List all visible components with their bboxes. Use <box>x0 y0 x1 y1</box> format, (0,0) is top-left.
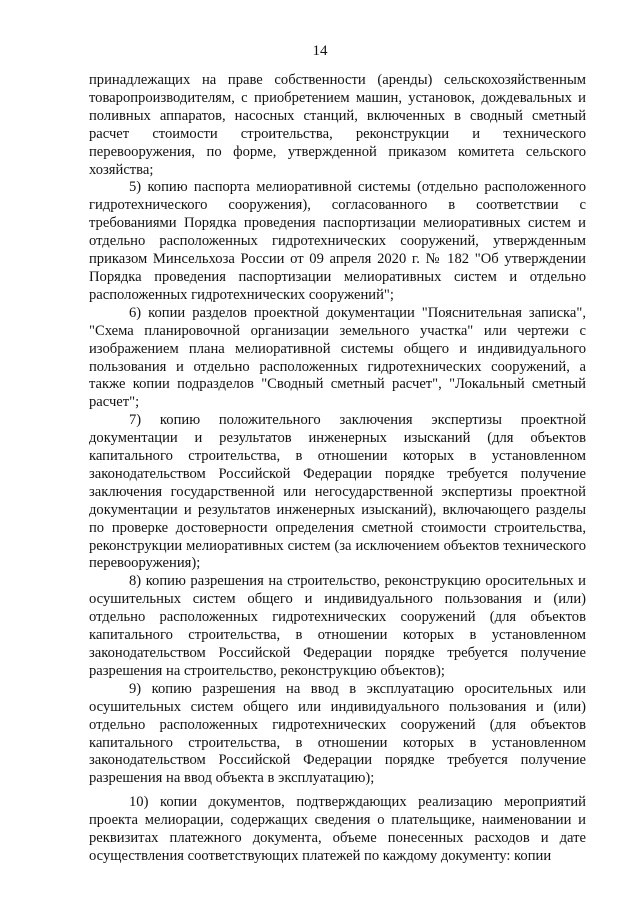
paragraph-item-9: 9) копию разрешения на ввод в эксплуатацию оросительных или осушительных систем общего или индивидуального пользования и (или) отдельно расположенных гидротехнических сооружений (для объектов капитального строительства, в отношении которых в установленном законодательством Российской Федерации порядке требуется получение разрешения на ввод объекта в эксплуатацию); <box>89 680 586 787</box>
paragraph-item-5: 5) копию паспорта мелиоративной системы (отдельно расположенного гидротехнического сооружения), согласованного в соответствии с требованиями Порядка проведения паспортизации мелиоративных систем и отдельно расположенных гидротехнических сооружений, утвержденным приказом Минсельхоза России от 09 апреля 2020 г. № 182 "Об утверждении Порядка проведения паспортизации мелиоративных систем и отдельно расположенных гидротехнических сооружений"; <box>89 179 586 303</box>
document-body <box>89 72 586 866</box>
paragraph-item-7: 7) копию положительного заключения экспертизы проектной документации и результатов инженерных изысканий (для объектов капитального строительства, в отношении которых в установленном законодательством Российской Федерации порядке требуется получение заключения государственной или негосударственной экспертизы проектной документации и результатов инженерных изысканий), включающего разделы по проверке достоверности определения сметной стоимости строительства, реконструкции мелиоративных систем (за исключением объектов технического перевооружения); <box>89 412 586 572</box>
page-number: 14 <box>312 43 328 59</box>
paragraph-item-8: 8) копию разрешения на строительство, реконструкцию оросительных и осушительных систем общего и индивидуального пользования и (или) отдельно расположенных гидротехнических сооружений (для объектов капитального строительства, в отношении которых в установленном законодательством Российской Федерации порядке требуется получение разрешения на строительство, реконструкцию объектов); <box>89 573 586 679</box>
paragraph-item-6: 6) копии разделов проектной документации "Пояснительная записка", "Схема планировочной организации земельного участка" или чертежи с изображением плана мелиоративной системы общего и индивидуального пользования и отдельно расположенных гидротехнических сооружений, а также копии подразделов "Сводный сметный расчет", "Локальный сметный расчет"; <box>89 304 586 411</box>
paragraph-item-10: 10) копии документов, подтверждающих реализацию мероприятий проекта мелиорации, содержащих сведения о плательщике, наименовании и реквизитах платежного документа, объеме понесенных расходов и дате осуществления соответствующих платежей по каждому документу: копии <box>89 794 586 864</box>
paragraph-continuation: принадлежащих на праве собственности (аренды) сельскохозяйственным товаропроизводителям, с приобретением машин, установок, дождевальных и поливных аппаратов, насосных станций, включенных в сводный сметный расчет стоимости строительства, реконструкции и технического перевооружения, по форме, утвержденной приказом комитета сельского хозяйства; <box>89 72 586 178</box>
